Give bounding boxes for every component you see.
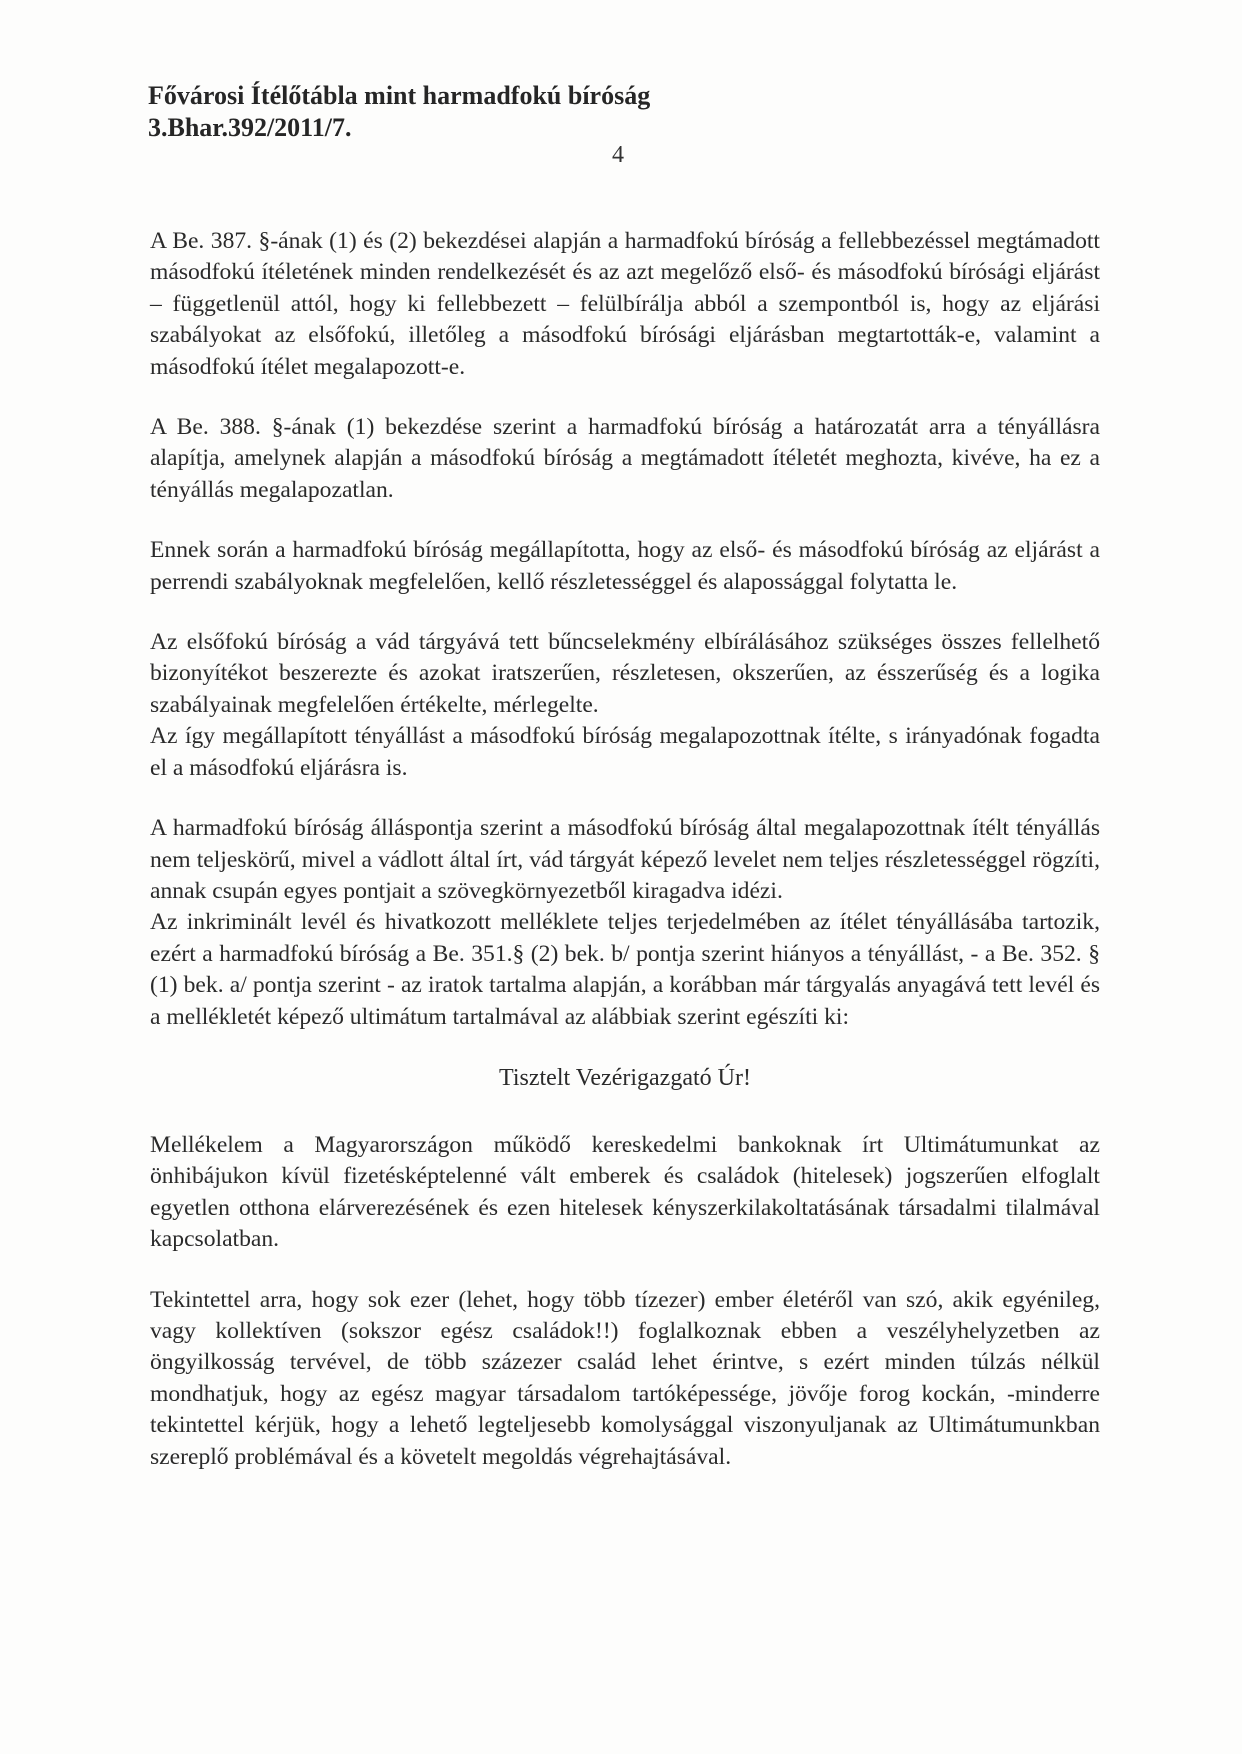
letter-paragraph-request: Tekintettel arra, hogy sok ezer (lehet, hogy több tízezer) ember életéről van szó, akik egyénileg, vagy kollektíven (sokszor egész családok!!) foglalkoznak ebben a veszélyhelyzetben az öngyilkosság tervével, de több százezer család lehet érintve, s ezért minden túlzás nélkül mondhatjuk, hogy az egész magyar társadalom tartóképessége, jövője forog kockán, -minderre tekintettel kérjük, hogy a lehető legteljesebb komolysággal viszonyuljanak az Ultimátumunkban szereplő problémával és a követelt megoldás végrehajtásával. [150, 1286, 1100, 1470]
paragraph-be-388: A Be. 388. §-ának (1) bekezdése szerint a harmadfokú bíróság a határozatát arra a tényállásra alapítja, amelynek alapján a másodfokú bíróság a megtámadott ítéletét meghozta, kivéve, ha ez a tényállás megalapozatlan. [150, 414, 1100, 503]
paragraph-supplement: Az inkriminált levél és hivatkozott melléklete teljes terjedelmében az ítélet tényállásába tartozik, ezért a harmadfokú bíróság a Be. 351.§ (2) bek. b/ pontja szerint hiányos a tényállást, - a Be. 352. § (1) bek. a/ pontja szerint - az iratok tartalma alapján, a korábban már tárgyalás anyagává tett levél és a mellékletét képező ultimátum tartalmával az alábbiak szerint egészíti ki: [150, 909, 1100, 1030]
letter-paragraph-ultimatum: Mellékelem a Magyarországon működő kereskedelmi bankoknak írt Ultimátumunkat az önhibájukon kívül fizetésképtelenné vált emberek és családok (hitelesek) jogszerűen elfoglalt egyetlen otthona elárverezésének és ezen hitelesek kényszerkilakoltatásának társadalmi tilalmával kapcsolatban. [150, 1131, 1100, 1253]
paragraph-second-instance: Az így megállapított tényállást a másodfokú bíróság megalapozottnak ítélte, s irányadónak fogadta el a másodfokú eljárásra is. [150, 723, 1100, 781]
paragraph-be-387: A Be. 387. §-ának (1) és (2) bekezdései alapján a harmadfokú bíróság a fellebbezéssel megtámadott másodfokú ítéletének minden rendelkezését és az azt megelőző első- és másodfokú bírósági eljárást – függetlenül attól, hogy ki fellebbezett – felülbírálja abból a szempontból is, hogy az eljárási szabályokat az elsőfokú, illetőleg a másodfokú bírósági eljárásban megtartották-e, valamint a másodfokú ítélet megalapozott-e. [150, 228, 1100, 380]
paragraph-third-instance-position: A harmadfokú bíróság álláspontja szerint a másodfokú bíróság által megalapozottnak ítélt tényállás nem teljeskörű, mivel a vádlott által írt, vád tárgyát képező levelet nem teljes részletességgel rögzíti, annak csupán egyes pontjait a szövegkörnyezetből kiragadva idézi. [150, 815, 1100, 904]
document-body [150, 226, 1100, 1502]
document-header [148, 80, 948, 144]
court-name: Fővárosi Ítélőtábla mint harmadfokú bíróság [148, 81, 651, 110]
page-number: 4 [612, 142, 624, 168]
letter-salutation: Tisztelt Vezérigazgató Úr! [499, 1064, 751, 1091]
paragraph-procedure-finding: Ennek során a harmadfokú bíróság megállapította, hogy az első- és másodfokú bíróság az eljárást a perrendi szabályoknak megfelelően, kellő részletességgel és alapossággal folytatta le. [150, 537, 1100, 595]
case-number: 3.Bhar.392/2011/7. [148, 113, 352, 142]
paragraph-evidence: Az elsőfokú bíróság a vád tárgyává tett bűncselekmény elbírálásához szükséges összes fellelhető bizonyítékot beszerezte és azokat iratszerűen, részletesen, okszerűen, az ésszerűség és a logika szabályainak megfelelően értékelte, mérlegelte. [150, 629, 1100, 718]
